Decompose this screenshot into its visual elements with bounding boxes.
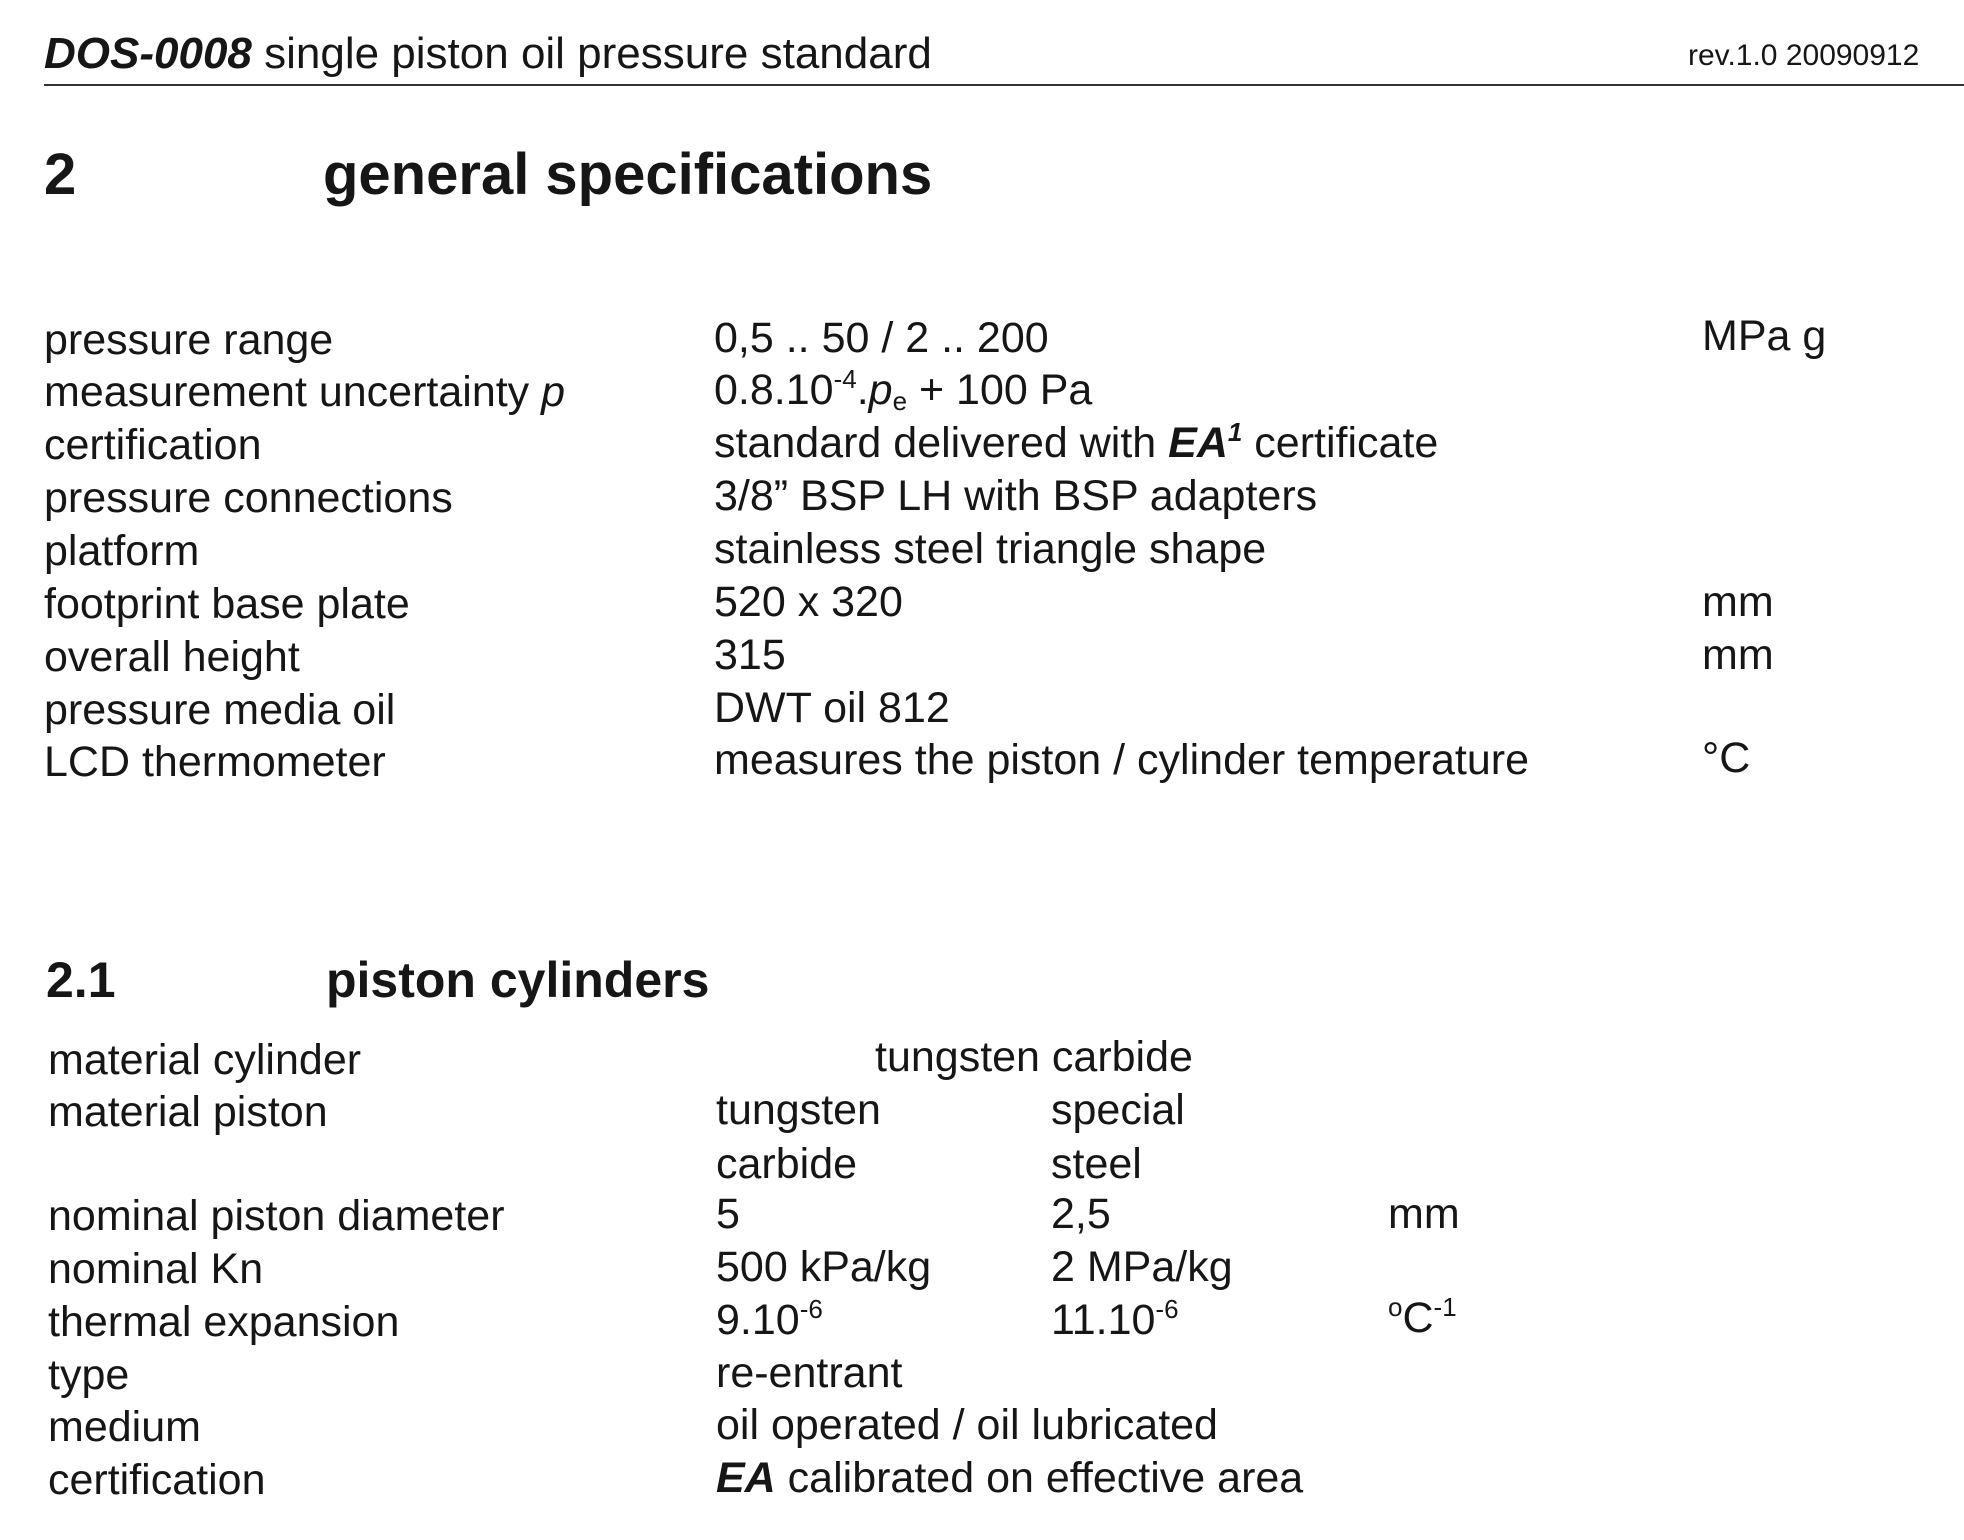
revision-label: rev.1.0 20090912 <box>1688 39 1920 72</box>
spec-unit: mm <box>1702 631 1774 679</box>
header-divider <box>44 84 1964 86</box>
document-header <box>44 26 1964 86</box>
piston-col-special: 2 MPa/kg <box>1051 1243 1233 1291</box>
spec-value: standard delivered with $EA^1$ certificate <box>714 417 1439 467</box>
spec-label: material cylinder <box>48 1036 362 1084</box>
spec-label: overall height <box>44 633 300 681</box>
spec-value: measures the piston / cylinder temperature <box>714 736 1530 784</box>
document-code: DOS-0008 <box>44 29 252 78</box>
spec-value: stainless steel triangle shape <box>714 525 1267 573</box>
spec-value: $0.8.10^{-4}.p_e + 100$ Pa <box>714 364 1093 416</box>
spec-label: footprint base plate <box>44 580 410 628</box>
piston-col-tungsten: carbide <box>716 1140 858 1188</box>
spec-label: certification <box>44 421 262 469</box>
spec-value: EA calibrated on effective area <box>716 1454 1304 1502</box>
spec-label: pressure range <box>44 316 334 364</box>
spec-value: 0,5 .. 50 / 2 .. 200 <box>714 314 1049 362</box>
spec-value: 520 x 320 <box>714 578 903 626</box>
piston-col-special: 2,5 <box>1051 1190 1111 1238</box>
piston-col-special: special <box>1051 1086 1185 1134</box>
piston-col-special: steel <box>1051 1140 1142 1188</box>
spec-value: 3/8” BSP LH with BSP adapters <box>714 472 1318 520</box>
spec-value: re-entrant <box>716 1349 903 1397</box>
piston-col-special: $11.10^{-6}$ <box>1051 1294 1179 1344</box>
spec-label: medium <box>48 1403 201 1451</box>
spec-unit: mm <box>1702 578 1774 626</box>
document-title <box>44 26 932 82</box>
section-title: piston cylinders <box>326 952 710 1008</box>
spec-label: type <box>48 1351 130 1399</box>
spec-label: pressure media oil <box>44 686 396 734</box>
spec-label: LCD thermometer <box>44 738 386 786</box>
section-number: 2 <box>44 142 77 207</box>
spec-unit: mm <box>1388 1190 1460 1238</box>
spec-value: tungsten carbide <box>875 1033 1193 1081</box>
spec-value: DWT oil 812 <box>714 684 950 732</box>
spec-value: 315 <box>714 631 786 679</box>
spec-unit: $^oC^{-1}$ <box>1388 1292 1457 1342</box>
section-title: general specifications <box>323 142 933 207</box>
piston-col-tungsten: $9.10^{-6}$ <box>716 1294 823 1344</box>
spec-unit: MPa g <box>1702 312 1827 360</box>
spec-label: thermal expansion <box>48 1298 400 1346</box>
piston-col-tungsten: 500 kPa/kg <box>716 1243 932 1291</box>
spec-label: measurement uncertainty p <box>44 368 566 416</box>
section-number: 2.1 <box>46 952 116 1008</box>
spec-unit: °C <box>1702 734 1751 782</box>
piston-col-tungsten: 5 <box>716 1190 740 1238</box>
document-title-text: single piston oil pressure standard <box>251 29 932 78</box>
spec-value: oil operated / oil lubricated <box>716 1401 1218 1449</box>
spec-label: platform <box>44 527 200 575</box>
spec-label: pressure connections <box>44 474 453 522</box>
spec-label: nominal piston diameter <box>48 1192 505 1240</box>
spec-label: certification <box>48 1456 266 1504</box>
spec-label: material piston <box>48 1088 328 1136</box>
piston-col-tungsten: tungsten <box>716 1086 881 1134</box>
spec-label: nominal Kn <box>48 1245 264 1293</box>
